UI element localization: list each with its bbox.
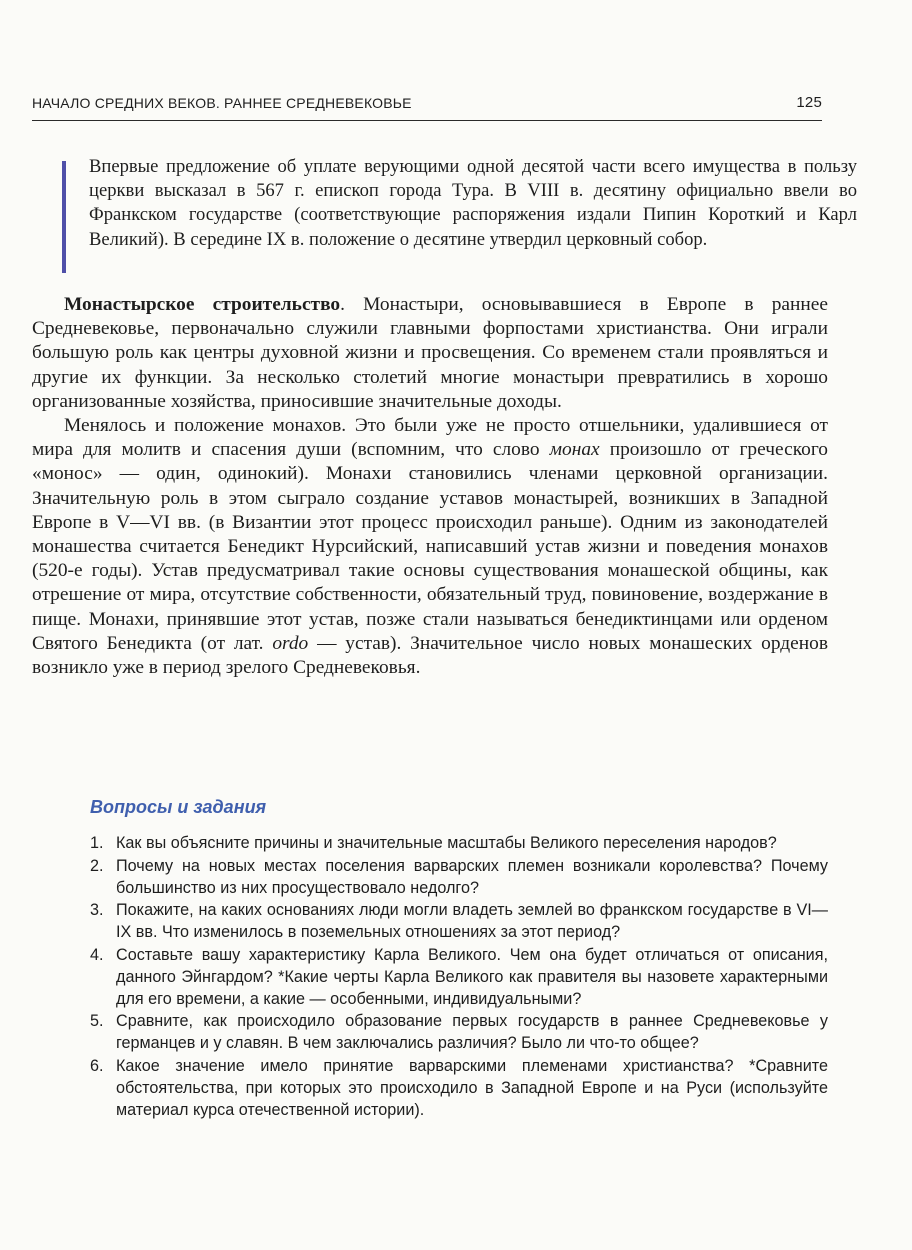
question-number: 5. bbox=[90, 1012, 104, 1031]
note-text: Впервые предложение об уплате верующими одной десятой части всего имущества в пользу церкви высказал в 567 г. епископ города Тура. В VIII в. десятину официально ввели во Франкском государстве (соответствующие распоряжения издали Пипин Короткий и Карл Великий). В середине IX в. положение о десятине утвердил церковный собор. bbox=[89, 156, 857, 250]
paragraph-monks bbox=[32, 414, 828, 680]
question-text: Почему на новых местах поселения варварских племен возникали королевства? Почему большинство из них просуществовало недолго? bbox=[116, 856, 828, 897]
question-item bbox=[88, 1011, 828, 1055]
paragraph-text: — устав). Значительное число новых монашеских орденов возникло уже в период зрелого Средневековья. bbox=[32, 632, 828, 679]
page-number: 125 bbox=[796, 94, 822, 111]
question-text: Как вы объясните причины и значительные масштабы Великого переселения народов? bbox=[116, 834, 777, 852]
main-text bbox=[32, 293, 828, 680]
note-accent-bar bbox=[62, 161, 66, 273]
running-head bbox=[32, 90, 822, 121]
paragraph-text: . Монастыри, основывавшиеся в Европе в раннее Средневековье, первоначально служили главными форпостами христианства. Они играли большую роль как центры духовной жизни и просвещения. Со временем стали проявляться и другие их функции. За несколько столетий многие монастыри превратились в хорошо организованные хозяйства, приносившие значительные доходы. bbox=[32, 294, 828, 412]
question-number: 4. bbox=[90, 945, 104, 964]
question-number: 6. bbox=[90, 1056, 104, 1075]
paragraph-text: произошло от греческого «монос» — один, одинокий). Монахи становились членами церковной организации. Значительную роль в этом сыграло создание уставов монастырей, возникших в Западной Европе в V—VI вв. (в Византии этот процесс происходил раньше). Одним из законодателей монашества считается Бенедикт Нурсийский, написавший устав жизни и поведения монахов (520-е годы). Устав предусматривал такие основы существования монашеской общины, как отрешение от мира, отсутствие собственности, обязательный труд, повиновение, воздержание в пище. Монахи, принявшие этот устав, позже стали называться бенедиктинцами или орденом Святого Бенедикта (от лат. bbox=[32, 439, 828, 654]
question-item bbox=[88, 1056, 828, 1121]
question-item bbox=[88, 945, 828, 1010]
sidebar-note bbox=[62, 155, 857, 252]
question-item bbox=[88, 900, 828, 944]
question-text: Какое значение имело принятие варварскими племенами христианства? *Сравните обстоятельства, при которых это происходило в Западной Европе и на Руси (используйте материал курса отечественной истории). bbox=[116, 1056, 828, 1119]
paragraph-monasteries bbox=[32, 293, 828, 414]
paragraph-text: Менялось и положение монахов. Это были уже не просто отшельники, удалившиеся от мира для молитв и спасения души (вспомним, что слово bbox=[32, 415, 828, 461]
question-text: Составьте вашу характеристику Карла Великого. Чем она будет отличаться от описания, данного Эйнгардом? *Какие черты Карла Великого как правителя вы назовете характерными для его времени, а какие — особенными, индивидуальными? bbox=[116, 945, 828, 1008]
questions-heading: Вопросы и задания bbox=[90, 797, 267, 817]
questions-list bbox=[88, 833, 828, 1122]
question-number: 2. bbox=[90, 856, 104, 875]
question-item bbox=[88, 856, 828, 900]
question-text: Покажите, на каких основаниях люди могли владеть землей во франкском государстве в VI—IX вв. Что изменилось в поземельных отношениях за этот период? bbox=[116, 901, 828, 942]
chapter-title: НАЧАЛО СРЕДНИХ ВЕКОВ. РАННЕЕ СРЕДНЕВЕКОВЬЕ bbox=[32, 95, 412, 111]
term-monakh: монах bbox=[549, 439, 600, 461]
section-heading: Монастырское строительство bbox=[64, 294, 341, 315]
question-text: Сравните, как происходило образование первых государств в раннее Средневековье у германцев и у славян. В чем заключались различия? Было ли что-то общее? bbox=[116, 1012, 828, 1053]
question-item bbox=[88, 833, 828, 855]
question-number: 3. bbox=[90, 901, 104, 920]
question-number: 1. bbox=[90, 834, 104, 852]
term-ordo: ordo bbox=[272, 632, 309, 654]
